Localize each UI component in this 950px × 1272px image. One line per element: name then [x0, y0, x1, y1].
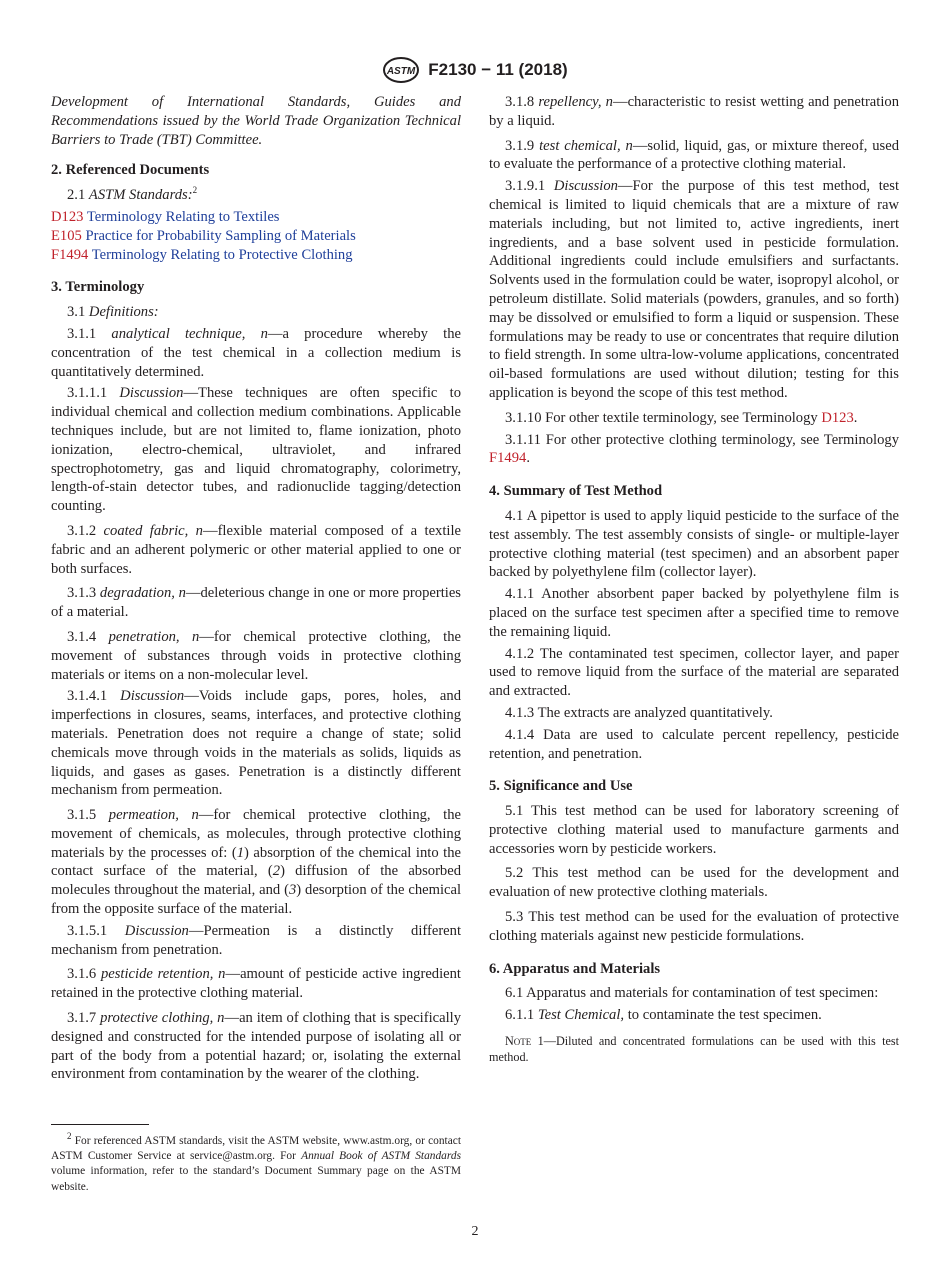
footnote-rule	[51, 1124, 149, 1125]
para-6-1: 6.1 Apparatus and materials for contamination of test specimen:	[505, 985, 879, 1002]
para-4-1-4: 4.1.4 Data are used to calculate percent repellency, pesticide retention, and penetration.	[489, 726, 899, 762]
footnote-2: $^2$ For referenced ASTM standards, visit the ASTM website, www.astm.org, or contact ASTM Customer Service at service@astm.org. For Annual Book of ASTM Standards volume information, refer to the standard’s Document Summary page on the ASTM website.	[51, 1131, 462, 1193]
section-2-heading: 2. Referenced Documents	[51, 162, 210, 179]
page-number: 2	[471, 1224, 479, 1239]
para-3-1-5-1: 3.1.5.1 Discussion—Permeation is a distinctly different mechanism from penetration.	[51, 922, 462, 958]
para-3-1-9: 3.1.9 test chemical, n—solid, liquid, gas, or mixture thereof, used to evaluate the performance of a protective clothing material.	[489, 137, 900, 173]
para-3-1-2: 3.1.2 coated fabric, n—flexible material composed of a textile fabric and an adherent polymeric or other material applied to one or both surfaces.	[51, 522, 461, 577]
para-5-1: 5.1 This test method can be used for laboratory screening of protective clothing material used to manufacture garments and accessories worn by pesticide workers.	[489, 803, 899, 857]
document-id: F2130 − 11 (2018)	[428, 60, 568, 79]
section-5-heading: 5. Significance and Use	[489, 778, 633, 795]
para-5-3: 5.3 This test method can be used for the evaluation of protective clothing materials against new pesticide formulations.	[489, 909, 899, 944]
para-3-1-9-1: 3.1.9.1 Discussion—For the purpose of this test method, test chemical is limited to liquid chemicals that are a mixture of raw materials including, but not limited to, active ingredients, inert ingredients, and a base solvent used in pesticide formulation. Additional ingredients could include emulsifiers and surfactants. Solvents used in the formulation could be water, isopropyl alcohol, or petroleum distillate. Solid materials (powders, granules, and so forth) may be dissolved or emulsified to form a liquid or suspension. These formulations may be ready to use or concentrates that require dilution to field strength. In some ultra-low-volume applications, concentrated oil-based formulations are used without dilution; testing for this application is beyond the scope of this test method.	[489, 178, 899, 401]
section-4-heading: 4. Summary of Test Method	[489, 483, 663, 500]
para-2-1: 2.1 ASTM Standards:$^2$	[67, 185, 198, 204]
para-4-1-3: 4.1.3 The extracts are analyzed quantitatively.	[505, 704, 773, 721]
page-header	[0, 56, 950, 89]
left-column	[51, 93, 461, 1087]
astm-logo-icon	[382, 56, 420, 84]
reference-e105[interactable]: E105 Practice for Probability Sampling of Materials	[51, 227, 356, 244]
reference-d123[interactable]: D123 Terminology Relating to Textiles	[51, 208, 280, 225]
para-3-1-7: 3.1.7 protective clothing, n—an item of clothing that is specifically designed and constructed for the intended purpose of isolating all or part of the body from a potential hazard; or, isolating the external environment from contamination by the wearer of the clothing.	[51, 1010, 461, 1083]
para-3-1-8: 3.1.8 repellency, n—characteristic to resist wetting and penetration by a liquid.	[489, 94, 899, 129]
para-3-1-3: 3.1.3 degradation, n—deleterious change in one or more properties of a material.	[51, 585, 461, 621]
para-6-1-1: 6.1.1 Test Chemical, to contaminate the test specimen.	[505, 1007, 822, 1024]
link-d123[interactable]: D123	[821, 409, 854, 426]
para-3-1-4-1: 3.1.4.1 Discussion—Voids include gaps, pores, holes, and imperfections in closures, seams, interfaces, and protective clothing materials. Penetration does not require a change of state; solid chemicals move through voids in the materials as solids, liquids as liquids, and gases as gases. Penetration is a distinctly different mechanism from permeation.	[51, 688, 461, 799]
section-6-heading: 6. Apparatus and Materials	[489, 960, 661, 977]
section-3-heading: 3. Terminology	[51, 279, 145, 296]
para-3-1-4: 3.1.4 penetration, n—for chemical protective clothing, the movement of substances through voids in protective clothing materials or items on a non-molecular level.	[51, 628, 461, 683]
para-3-1-6: 3.1.6 pesticide retention, n—amount of pesticide active ingredient retained in the protective clothing material.	[51, 966, 461, 1002]
para-3-1-11: 3.1.11 For other protective clothing terminology, see Terminology F1494.	[489, 431, 899, 467]
para-5-2: 5.2 This test method can be used for the development and evaluation of new protective clothing materials.	[489, 865, 899, 901]
para-3-1-1-1: 3.1.1.1 Discussion—These techniques are often specific to individual chemical and collection medium combinations. Applicable techniques include, but are not limited to, flame ionization, photo ionization, electro-chemical, ultraviolet, and infrared spectrophotometry, gas and liquid chromatography, colorimetry, length-of-stain detector tubes, and radionuclide tagging/detection counting.	[51, 385, 461, 515]
right-column	[489, 93, 899, 1065]
reference-f1494[interactable]: F1494 Terminology Relating to Protective Clothing	[51, 246, 353, 263]
intro-text: Development of International Standards, Guides and Recommendations issued by the World Trade Organization Technical Barriers to Trade (TBT) Committee.	[51, 94, 461, 148]
para-3-1-5: 3.1.5 permeation, n—for chemical protective clothing, the movement of chemicals, as molecules, through protective clothing materials by the processes of: (1) absorption of the chemical into the contact surface of the material, (2) diffusion of the absorbed molecules throughout the material, and (3) desorption of the chemical from the opposite surface of the material.	[51, 807, 462, 918]
note-1: Note 1—Diluted and concentrated formulations can be used with this test method.	[489, 1034, 900, 1065]
para-4-1-1: 4.1.1 Another absorbent paper backed by polyethylene film is placed on the surface test specimen after a specified time to remove the remaining liquid.	[489, 586, 899, 640]
para-3-1-10: 3.1.10 For other textile terminology, see Terminology D123.	[505, 409, 858, 426]
para-4-1: 4.1 A pipettor is used to apply liquid pesticide to the surface of the test assembly. The test assembly consists of single- or multiple-layer protective clothing material (test specimen) and an absorbent paper backed by polyethylene film (collector layer).	[489, 507, 899, 581]
para-3-1-1: 3.1.1 analytical technique, n—a procedure whereby the concentration of the test chemical in a collection medium is quantitatively determined.	[51, 325, 461, 380]
para-4-1-2: 4.1.2 The contaminated test specimen, collector layer, and paper used to remove liquid from the surface of the material are separated and extracted.	[489, 645, 899, 700]
svg-text:ASTM: ASTM	[387, 66, 416, 77]
para-3-1: 3.1 Definitions:	[67, 304, 159, 321]
link-f1494[interactable]: F1494	[489, 450, 527, 467]
